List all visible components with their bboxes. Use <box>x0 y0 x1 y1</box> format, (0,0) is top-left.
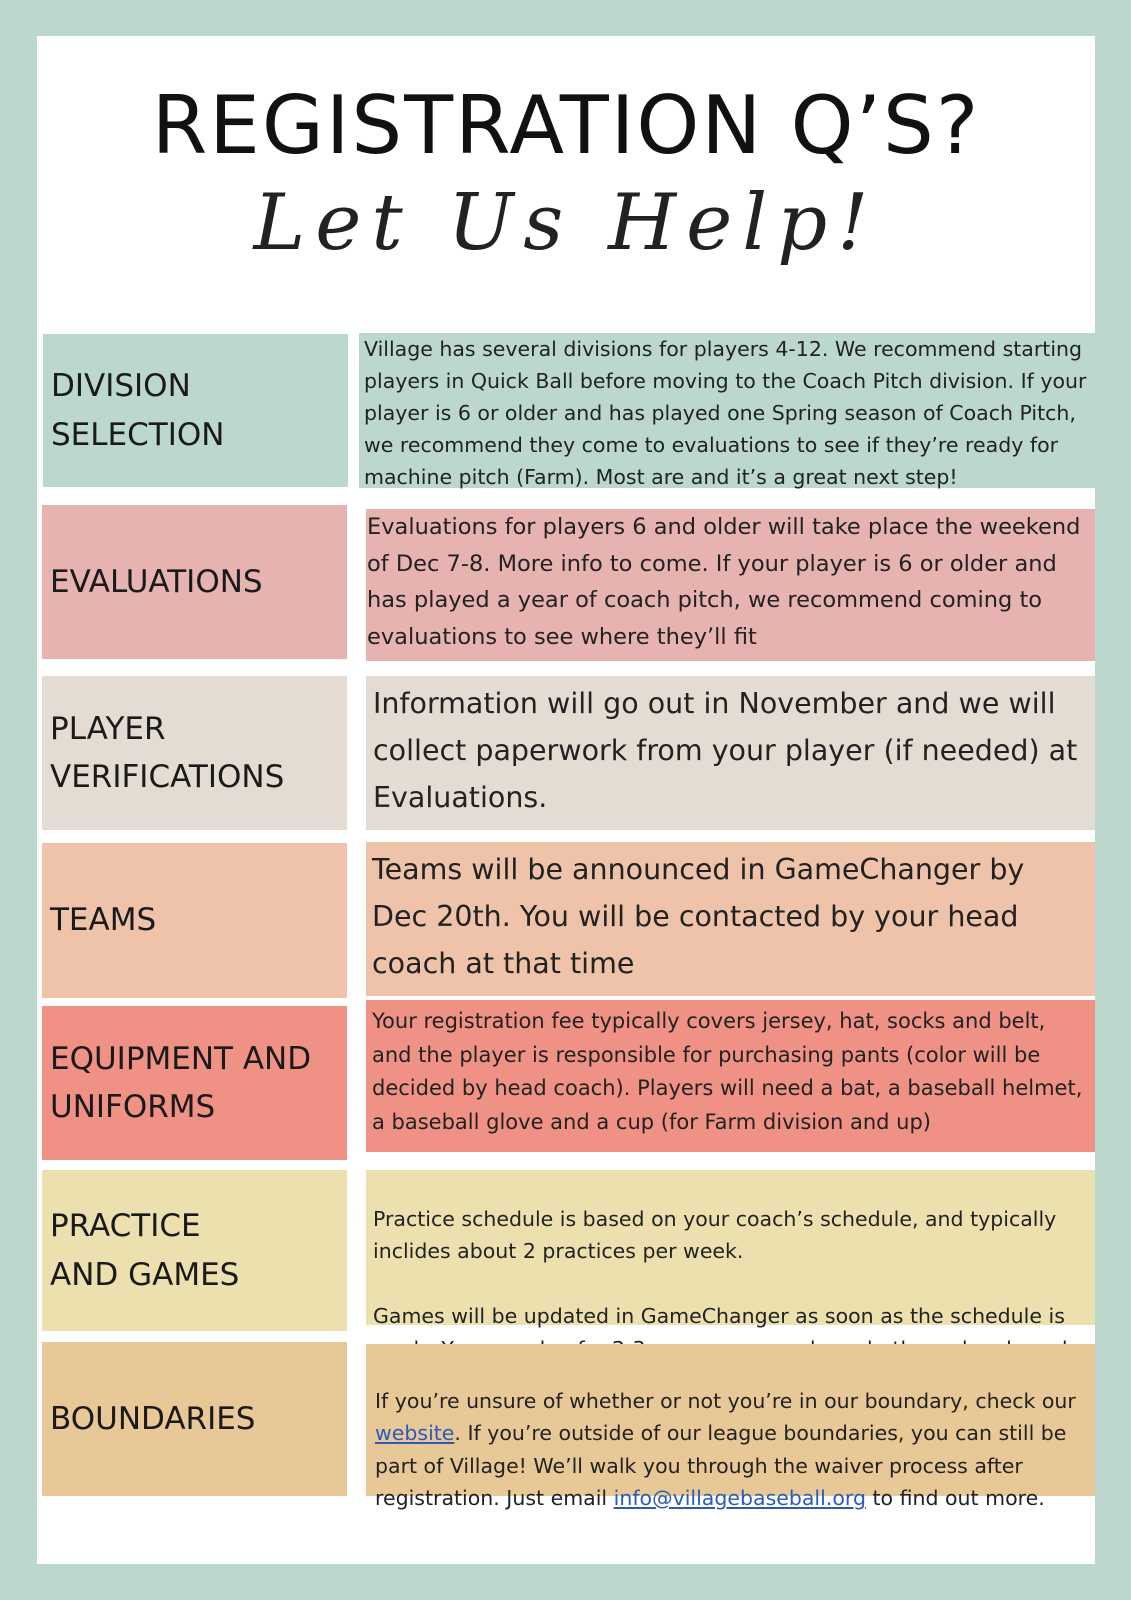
page-title: REGISTRATION Q’S? <box>151 79 981 172</box>
boundaries-text-middle: . If you’re outside of our league boundaries, you can still be part of Village! We’ll walk you through the waiver process after registration. Just email <box>375 1421 1067 1510</box>
section-label: PRACTICE AND GAMES <box>42 1170 347 1331</box>
page-subtitle: Let Us Help! <box>253 178 879 268</box>
website-link[interactable]: website <box>375 1421 455 1445</box>
section-label: EQUIPMENT AND UNIFORMS <box>42 1006 347 1160</box>
email-link[interactable]: info@villagebaseball.org <box>613 1486 866 1510</box>
section-text: Teams will be announced in GameChanger by Dec 20th. You will be contacted by your head coach at that time <box>366 842 1095 996</box>
section-teams <box>37 842 1095 1000</box>
section-boundaries <box>37 1342 1095 1510</box>
section-label: BOUNDARIES <box>42 1342 347 1496</box>
section-division-selection <box>37 333 1095 489</box>
section-label: TEAMS <box>42 843 347 998</box>
practice-text: Practice schedule is based on your coach’s schedule, and typically inclides about 2 practices per week. <box>373 1206 1057 1263</box>
section-text <box>366 1344 1095 1510</box>
flyer-page <box>37 36 1095 1564</box>
section-text: Your registration fee typically covers jersey, hat, socks and belt, and the player is responsible for purchasing pants (color will be decided by head coach). Players will need a bat, a baseball helmet, a baseball glove and a cup (for Farm division and up) <box>366 1000 1095 1152</box>
section-text <box>366 1170 1095 1328</box>
section-text: Village has several divisions for players 4-12. We recommend starting players in Quick Ball before moving to the Coach Pitch division. If your player is 6 or older and has played one Spring season of Coach Pitch, we recommend they come to evaluations to see if they’re ready for machine pitch (Farm). Most are and it’s a great next step! <box>359 333 1095 488</box>
section-practice-games <box>37 1170 1095 1332</box>
section-text: Information will go out in November and we will collect paperwork from your player (if needed) at Evaluations. <box>366 676 1095 830</box>
boundaries-text-before: If you’re unsure of whether or not you’re in our boundary, check our <box>375 1388 1076 1413</box>
section-label: DIVISION SELECTION <box>43 334 348 487</box>
section-equipment-uniforms <box>37 1000 1095 1160</box>
boundaries-text-after: to find out more. <box>865 1486 1045 1510</box>
section-evaluations <box>37 505 1095 665</box>
section-player-verifications <box>37 676 1095 832</box>
games-text: Games will be updated in GameChanger as soon as the schedule is <box>373 1304 1065 1328</box>
section-label: EVALUATIONS <box>42 505 347 659</box>
section-label: PLAYER VERIFICATIONS <box>42 676 347 830</box>
section-text: Evaluations for players 6 and older will take place the weekend of Dec 7-8. More info to come. If your player is 6 or older and has played a year of coach pitch, we recommend coming to evaluations to see where they’ll fit <box>366 509 1095 661</box>
